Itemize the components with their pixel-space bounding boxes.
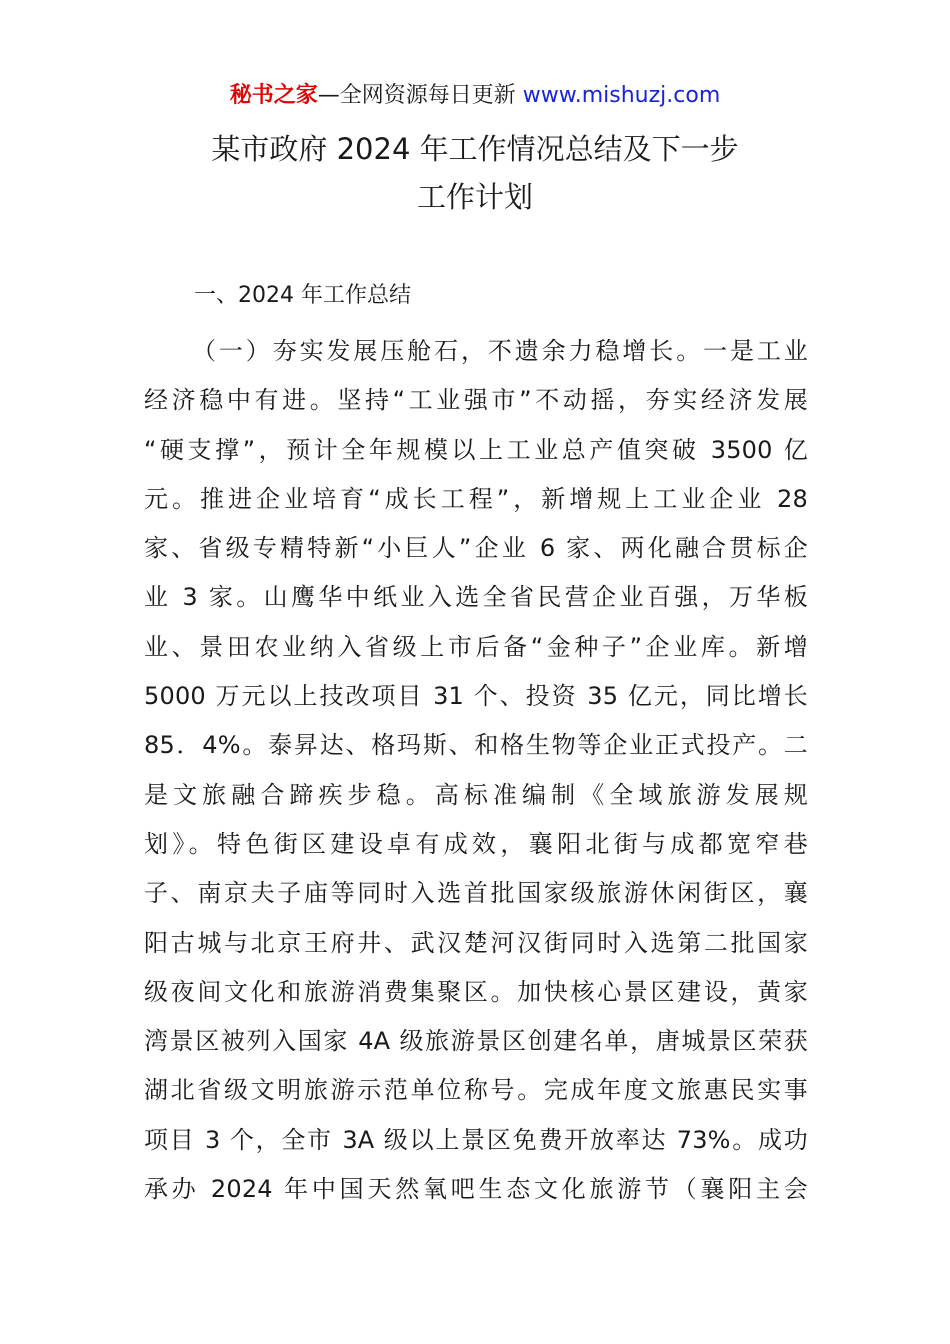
title-line-1: 某市政府 2024 年工作情况总结及下一步	[211, 132, 739, 166]
site-header	[0, 80, 950, 112]
body-line: 85．4%。泰昇达、格玛斯、和格生物等企业正式投产。二	[144, 731, 808, 760]
body-line: 经济稳中有进。坚持“工业强市”不动摇，夯实经济发展	[144, 386, 808, 415]
header-tagline: —全网资源每日更新	[317, 83, 523, 108]
section-heading: 一、2024 年工作总结	[194, 283, 411, 308]
body-line: 业 3 家。山鹰华中纸业入选全省民营企业百强，万华板	[144, 583, 808, 612]
body-line: （一）夯实发展压舱石，不遗余力稳增长。一是工业	[192, 337, 808, 365]
body-paragraph	[144, 327, 808, 1214]
title-line-2: 工作计划	[416, 180, 533, 214]
body-line: 业、景田农业纳入省级上市后备“金种子”企业库。新增	[144, 632, 808, 661]
body-line: 承办 2024 年中国天然氧吧生态文化旅游节（襄阳主会	[144, 1175, 808, 1204]
body-line: 级夜间文化和旅游消费集聚区。加快核心景区建设，黄家	[144, 977, 808, 1006]
body-line: 湾景区被列入国家 4A 级旅游景区创建名单，唐城景区荣获	[144, 1027, 808, 1056]
body-line: 阳古城与北京王府井、武汉楚河汉街同时入选第二批国家	[144, 928, 808, 957]
document-title	[0, 128, 950, 218]
body-line: 划》。特色街区建设卓有成效，襄阳北街与成都宽窄巷	[144, 829, 808, 858]
body-line: “硬支撑”，预计全年规模以上工业总产值突破 3500 亿	[144, 435, 808, 464]
body-line: 5000 万元以上技改项目 31 个、投资 35 亿元，同比增长	[144, 682, 808, 711]
body-line: 湖北省级文明旅游示范单位称号。完成年度文旅惠民实事	[144, 1076, 808, 1105]
body-line: 子、南京夫子庙等同时入选首批国家级旅游休闲街区，襄	[144, 879, 808, 908]
brand-name: 秘书之家	[229, 83, 318, 108]
body-line: 元。推进企业培育“成长工程”，新增规上工业企业 28	[144, 484, 808, 513]
site-url-link[interactable]: www.mishuzj.com	[522, 83, 721, 108]
body-line: 家、省级专精特新“小巨人”企业 6 家、两化融合贯标企	[144, 534, 808, 563]
body-line: 是文旅融合蹄疾步稳。高标准编制《全域旅游发展规	[144, 780, 808, 809]
body-line: 项目 3 个，全市 3A 级以上景区免费开放率达 73%。成功	[144, 1125, 808, 1154]
